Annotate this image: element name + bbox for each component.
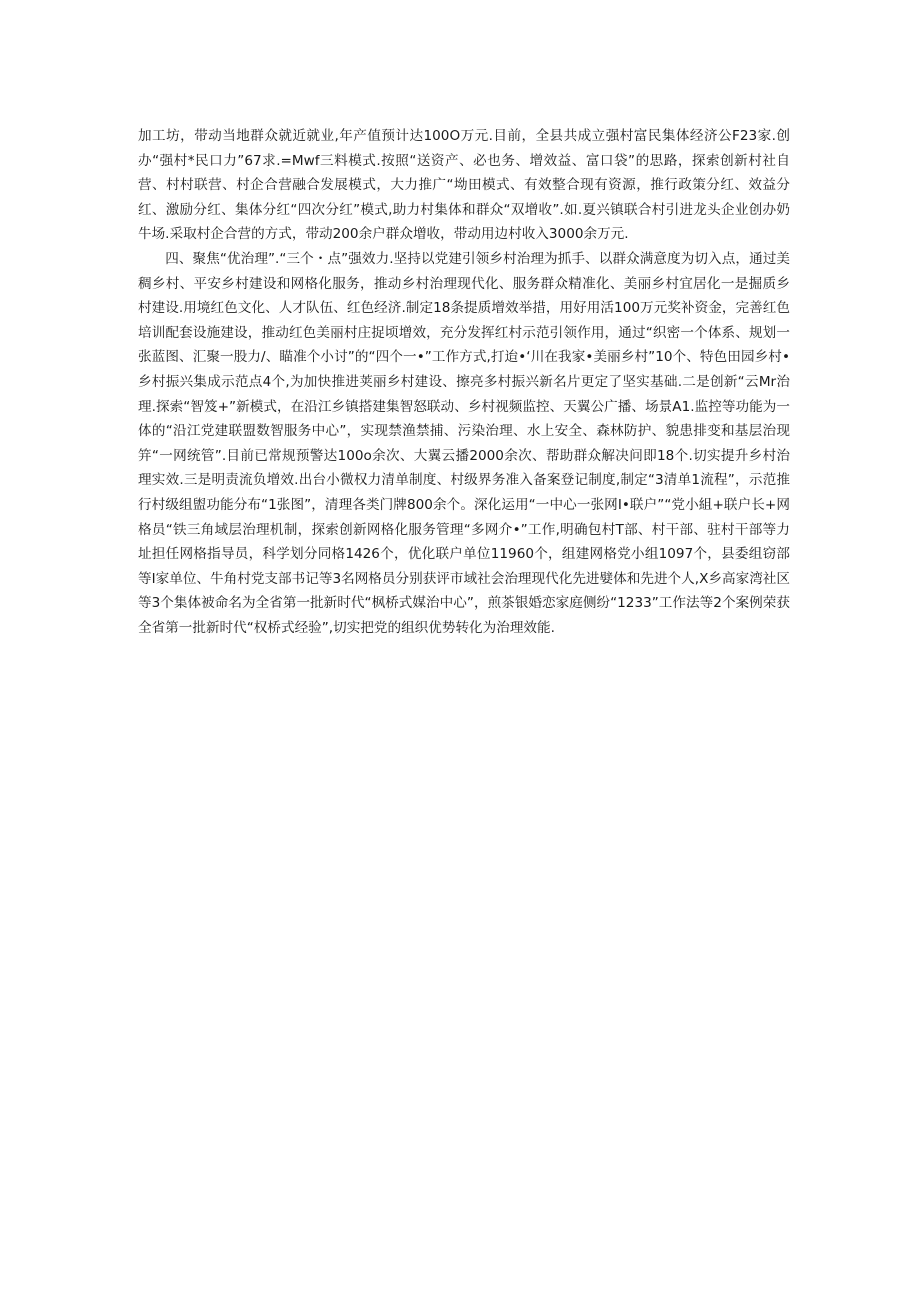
paragraph-continued: 加工坊，带动当地群众就近就业,年产值预计达100O万元.目前，全县共成立强村富民集体经济公F23家.创办“强村*民口力”67求.=Mwf三料模式.按照“送资产、必也务、增效益、富口袋”的思路，探索创新村社自营、村村联营、村企合营融合发展模式，大力推广“坳田模式、有效整合现有资源，推行政策分红、效益分红、激励分红、集体分红“四次分红”模式,助力村集体和群众“双增收”.如.夏兴镇联合村引进龙头企业创办奶牛场.采取村企合营的方式，带动200余户群众增收，带动用边村收入3000余万元.: [138, 128, 790, 243]
paragraph-section-four: 四、聚焦“优治理”.“三个・点”强效力.坚持以党建引领乡村治理为抓手、以群众满意度为切入点，通过美稠乡村、平安乡村建设和网格化服务，推动乡村治理现代化、服务群众精准化、美丽乡村宜居化一是掘质乡村建设.用境红色文化、人才队伍、红色经济.制定18条提质增效举措，用好用活100万元奖补资金，完善红色培训配套设施建设，推动红色美丽村庄捉顷增效，充分发挥红村示范引领作用，通过“织密一个体系、规划一张蓝图、汇聚一股力/、瞄准个小讨”的“四个一•”工作方式,打迨•‘川在我家•美丽乡村”10个、特色田园乡村•乡村振兴集成示范点4个,为加快推进荚丽乡村建设、擦亮多村振兴新名片更定了坚实基础.二是创新“云Mr治理.探索“智笈+”新模式，在沿江乡镇搭建集智怒联动、乡村视频监控、天翼公广播、场景A1.监控等功能为一体的“沿江党建联盟数智服务中心”，实现禁渔禁捕、污染治理、水上安全、森林防护、貌患排变和基层治现笄“一网统管”.目前已常规预警达100o余次、大翼云播2000余次、帮助群众解决问即18个.切实提升乡村治理实效.三是明责流负增效.出台小微权力清单制度、村级界务准入备案登记制度,制定“3清单1流程”，示范推行村级组盥功能分布“1张图”，清理各类门牌800余个。深化运用“一中心一张网I•联户”“党小組+联户长+网格员“铁三角域层治理机制，探索创新网格化服务管理“多网介•”工作,明确包村T部、村干部、驻村干部等力址担任网格指导员，科学划分同格1426个，优化联户单位11960个，组建网格党小组1097个，县委组窃部等I家单位、牛角村党支部书记等3名网格员分别获评市域社会治理现代化先进嬖体和先进个人,X乡高家湾社区等3个集体被命名为全省第一批新时代“枫桥式媒治中心”，煎茶银婚恋家庭侧纷“1233”工作法等2个案例荣获全省第一批新时代“权桥式经验”,切实把党的组织优势转化为治理效能.: [138, 250, 790, 636]
document-body: [138, 124, 790, 640]
